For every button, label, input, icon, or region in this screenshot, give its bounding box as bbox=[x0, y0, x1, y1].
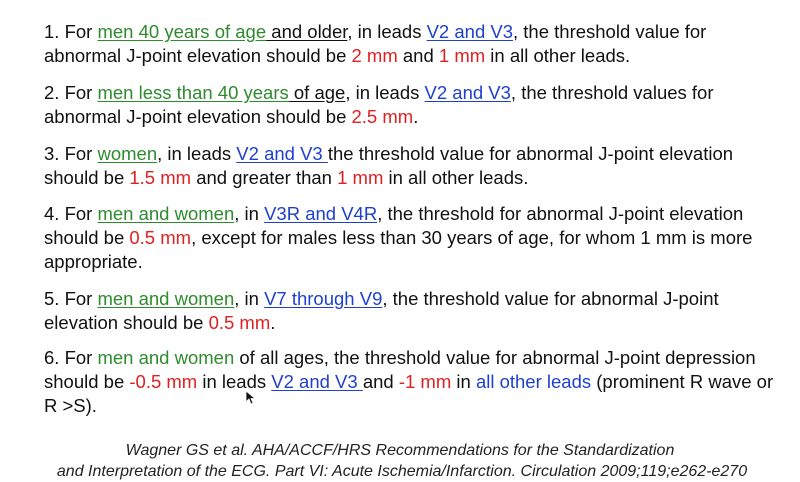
item-2-population: men less than 40 years bbox=[97, 82, 289, 103]
item-6-text: of all ages, the threshold value for abnormal J-point depression should be bbox=[44, 347, 756, 392]
item-6-leads-link[interactable]: V2 and V3 bbox=[271, 371, 363, 392]
recommendation-6 bbox=[44, 346, 784, 418]
item-1-text: , in leads bbox=[347, 21, 427, 42]
item-2-population-suffix: of age bbox=[288, 82, 346, 103]
item-2-text: 2. For bbox=[44, 82, 98, 103]
item-3-text: in all other leads. bbox=[383, 167, 529, 188]
item-6-value: -1 mm bbox=[398, 371, 452, 392]
item-1-text: and bbox=[397, 45, 439, 66]
citation-line-1: Wagner GS et al. AHA/ACCF/HRS Recommendations for the Standardization bbox=[125, 442, 675, 459]
recommendation-5 bbox=[44, 287, 784, 335]
item-1-text: in all other leads. bbox=[485, 45, 631, 66]
item-4-text: , except for males less than 30 years of age, for whom 1 mm is more appropriate. bbox=[44, 227, 753, 272]
item-3-value: 1.5 mm bbox=[129, 167, 192, 188]
item-3-text: 3. For bbox=[44, 143, 98, 164]
item-5-text: . bbox=[270, 312, 276, 333]
item-6-value: -0.5 mm bbox=[129, 371, 198, 392]
recommendation-3 bbox=[44, 142, 784, 190]
mouse-pointer-icon bbox=[246, 391, 256, 405]
item-6-population: men and women bbox=[97, 347, 235, 368]
item-3-text: the threshold value for abnormal J-point elevation should be bbox=[44, 143, 734, 188]
item-6-text: and bbox=[362, 371, 399, 392]
item-5-text: 5. For bbox=[44, 288, 98, 309]
item-6-other-leads: all other leads bbox=[475, 371, 592, 392]
item-3-text: and greater than bbox=[191, 167, 338, 188]
item-4-value: 0.5 mm bbox=[129, 227, 192, 248]
item-3-population: women bbox=[97, 143, 158, 164]
item-5-leads-link[interactable]: V7 through V9 bbox=[264, 288, 383, 309]
recommendation-1 bbox=[44, 20, 784, 68]
item-6-text: 6. For bbox=[44, 347, 98, 368]
item-5-value: 0.5 mm bbox=[208, 312, 271, 333]
item-1-population: men 40 years of age bbox=[97, 21, 267, 42]
item-3-value: 1 mm bbox=[337, 167, 384, 188]
item-1-text: 1. For bbox=[44, 21, 98, 42]
item-4-leads-link[interactable]: V3R and V4R bbox=[264, 203, 378, 224]
item-4-text: , the threshold for abnormal J-point elevation should be bbox=[44, 203, 744, 248]
item-5-text: , the threshold value for abnormal J-point elevation should be bbox=[44, 288, 719, 333]
recommendation-2 bbox=[44, 81, 784, 129]
item-5-population: men and women bbox=[97, 288, 235, 309]
item-2-text: , the threshold values for abnormal J-point elevation should be bbox=[44, 82, 714, 127]
item-1-value: 2 mm bbox=[351, 45, 398, 66]
item-1-population-suffix: and older bbox=[266, 21, 348, 42]
citation-line-2: and Interpretation of the ECG. Part VI: Acute Ischemia/Infarction. Circulation 2009;119;e262-e270 bbox=[56, 463, 748, 480]
item-5-text: , in bbox=[234, 288, 265, 309]
item-6-text: in leads bbox=[197, 371, 272, 392]
item-3-leads-link[interactable]: V2 and V3 bbox=[236, 143, 328, 164]
item-2-leads-link[interactable]: V2 and V3 bbox=[424, 82, 511, 103]
item-2-value: 2.5 mm bbox=[351, 106, 414, 127]
recommendation-4 bbox=[44, 202, 784, 274]
item-1-text: , the threshold value for abnormal J-point elevation should be bbox=[44, 21, 707, 66]
item-4-text: , in bbox=[234, 203, 265, 224]
item-2-text: , in leads bbox=[345, 82, 425, 103]
item-4-population: men and women bbox=[97, 203, 235, 224]
item-6-text: in bbox=[451, 371, 476, 392]
item-3-text: , in leads bbox=[157, 143, 237, 164]
item-4-text: 4. For bbox=[44, 203, 98, 224]
item-6-text: (prominent R wave or R >S). bbox=[44, 371, 774, 416]
item-2-text: . bbox=[413, 106, 419, 127]
item-1-value: 1 mm bbox=[438, 45, 486, 66]
item-1-leads-link[interactable]: V2 and V3 bbox=[426, 21, 513, 42]
